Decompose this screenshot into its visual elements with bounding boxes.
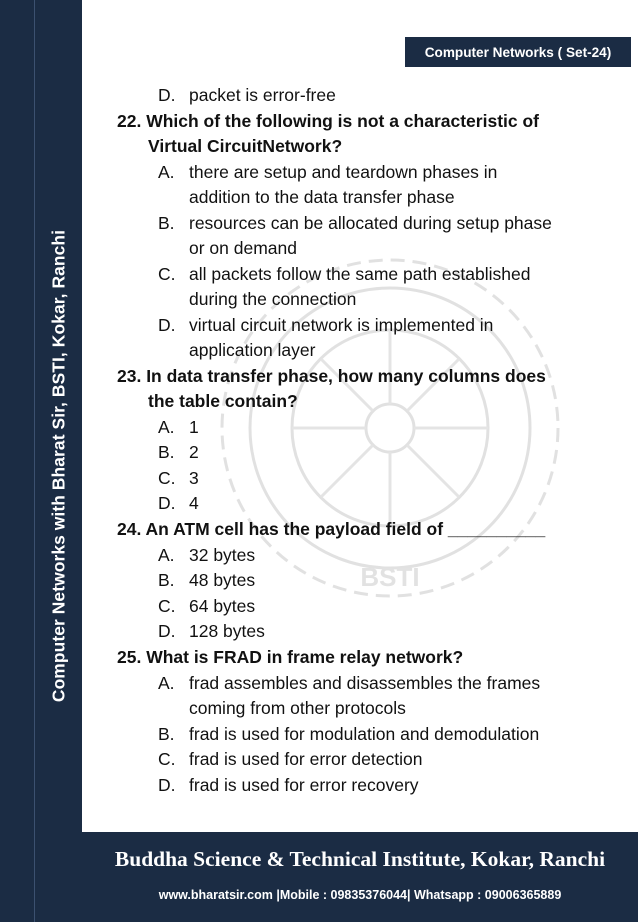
option-letter: B. xyxy=(158,724,175,744)
option-letter: B. xyxy=(158,442,175,462)
option-text-cont: application layer xyxy=(189,340,316,360)
option-letter: D. xyxy=(158,85,176,105)
option-text: 3 xyxy=(189,468,199,488)
option-text: frad assembles and disassembles the frames xyxy=(189,673,541,693)
option-text: 64 bytes xyxy=(189,596,256,616)
question-24-title: 24. An ATM cell has the payload field of __________ xyxy=(117,519,546,539)
option-text: 128 bytes xyxy=(189,621,265,641)
option-letter: A. xyxy=(158,162,175,182)
option-letter: C. xyxy=(158,749,176,769)
option-text: all packets follow the same path established xyxy=(189,264,531,284)
option-text-cont: or on demand xyxy=(189,238,297,258)
option-text: 48 bytes xyxy=(189,570,256,590)
option-letter: C. xyxy=(158,264,176,284)
option-text: frad is used for error recovery xyxy=(189,775,419,795)
option-letter: B. xyxy=(158,213,175,233)
question-22-title: 22. Which of the following is not a characteristic of xyxy=(117,111,539,131)
footer xyxy=(82,832,638,922)
option-letter: A. xyxy=(158,545,175,565)
option-text: there are setup and teardown phases in xyxy=(189,162,498,182)
question-22-title-cont: Virtual CircuitNetwork? xyxy=(148,136,343,156)
option-letter: B. xyxy=(158,570,175,590)
option-text: resources can be allocated during setup phase xyxy=(189,213,552,233)
option-letter: D. xyxy=(158,315,176,335)
option-letter: D. xyxy=(158,493,176,513)
option-text-cont: addition to the data transfer phase xyxy=(189,187,455,207)
option-letter: C. xyxy=(158,596,176,616)
sidebar-title: Computer Networks with Bharat Sir, BSTI, Kokar, Ranchi xyxy=(48,229,69,703)
option-text: 4 xyxy=(189,493,199,513)
option-text: packet is error-free xyxy=(189,85,336,105)
institute-name: Buddha Science & Technical Institute, Kokar, Ranchi xyxy=(114,847,606,871)
question-23-title: 23. In data transfer phase, how many columns does xyxy=(117,366,546,386)
question-25-title: 25. What is FRAD in frame relay network? xyxy=(117,647,464,667)
contact-info: www.bharatsir.com |Mobile : 09835376044| Whatsapp : 09006365889 xyxy=(158,888,562,902)
option-text: virtual circuit network is implemented in xyxy=(189,315,494,335)
option-text: frad is used for modulation and demodulation xyxy=(189,724,540,744)
question-23-title-cont: the table contain? xyxy=(148,391,298,411)
seal-text: BSTI xyxy=(360,562,420,592)
option-text-cont: coming from other protocols xyxy=(189,698,406,718)
option-text: 1 xyxy=(189,417,199,437)
option-letter: D. xyxy=(158,621,176,641)
option-letter: D. xyxy=(158,775,176,795)
option-text-cont: during the connection xyxy=(189,289,357,309)
option-letter: A. xyxy=(158,673,175,693)
option-text: 2 xyxy=(189,442,199,462)
option-letter: C. xyxy=(158,468,176,488)
set-badge: Computer Networks ( Set-24) xyxy=(405,37,631,67)
option-letter: A. xyxy=(158,417,175,437)
option-text: 32 bytes xyxy=(189,545,256,565)
option-text: frad is used for error detection xyxy=(189,749,423,769)
